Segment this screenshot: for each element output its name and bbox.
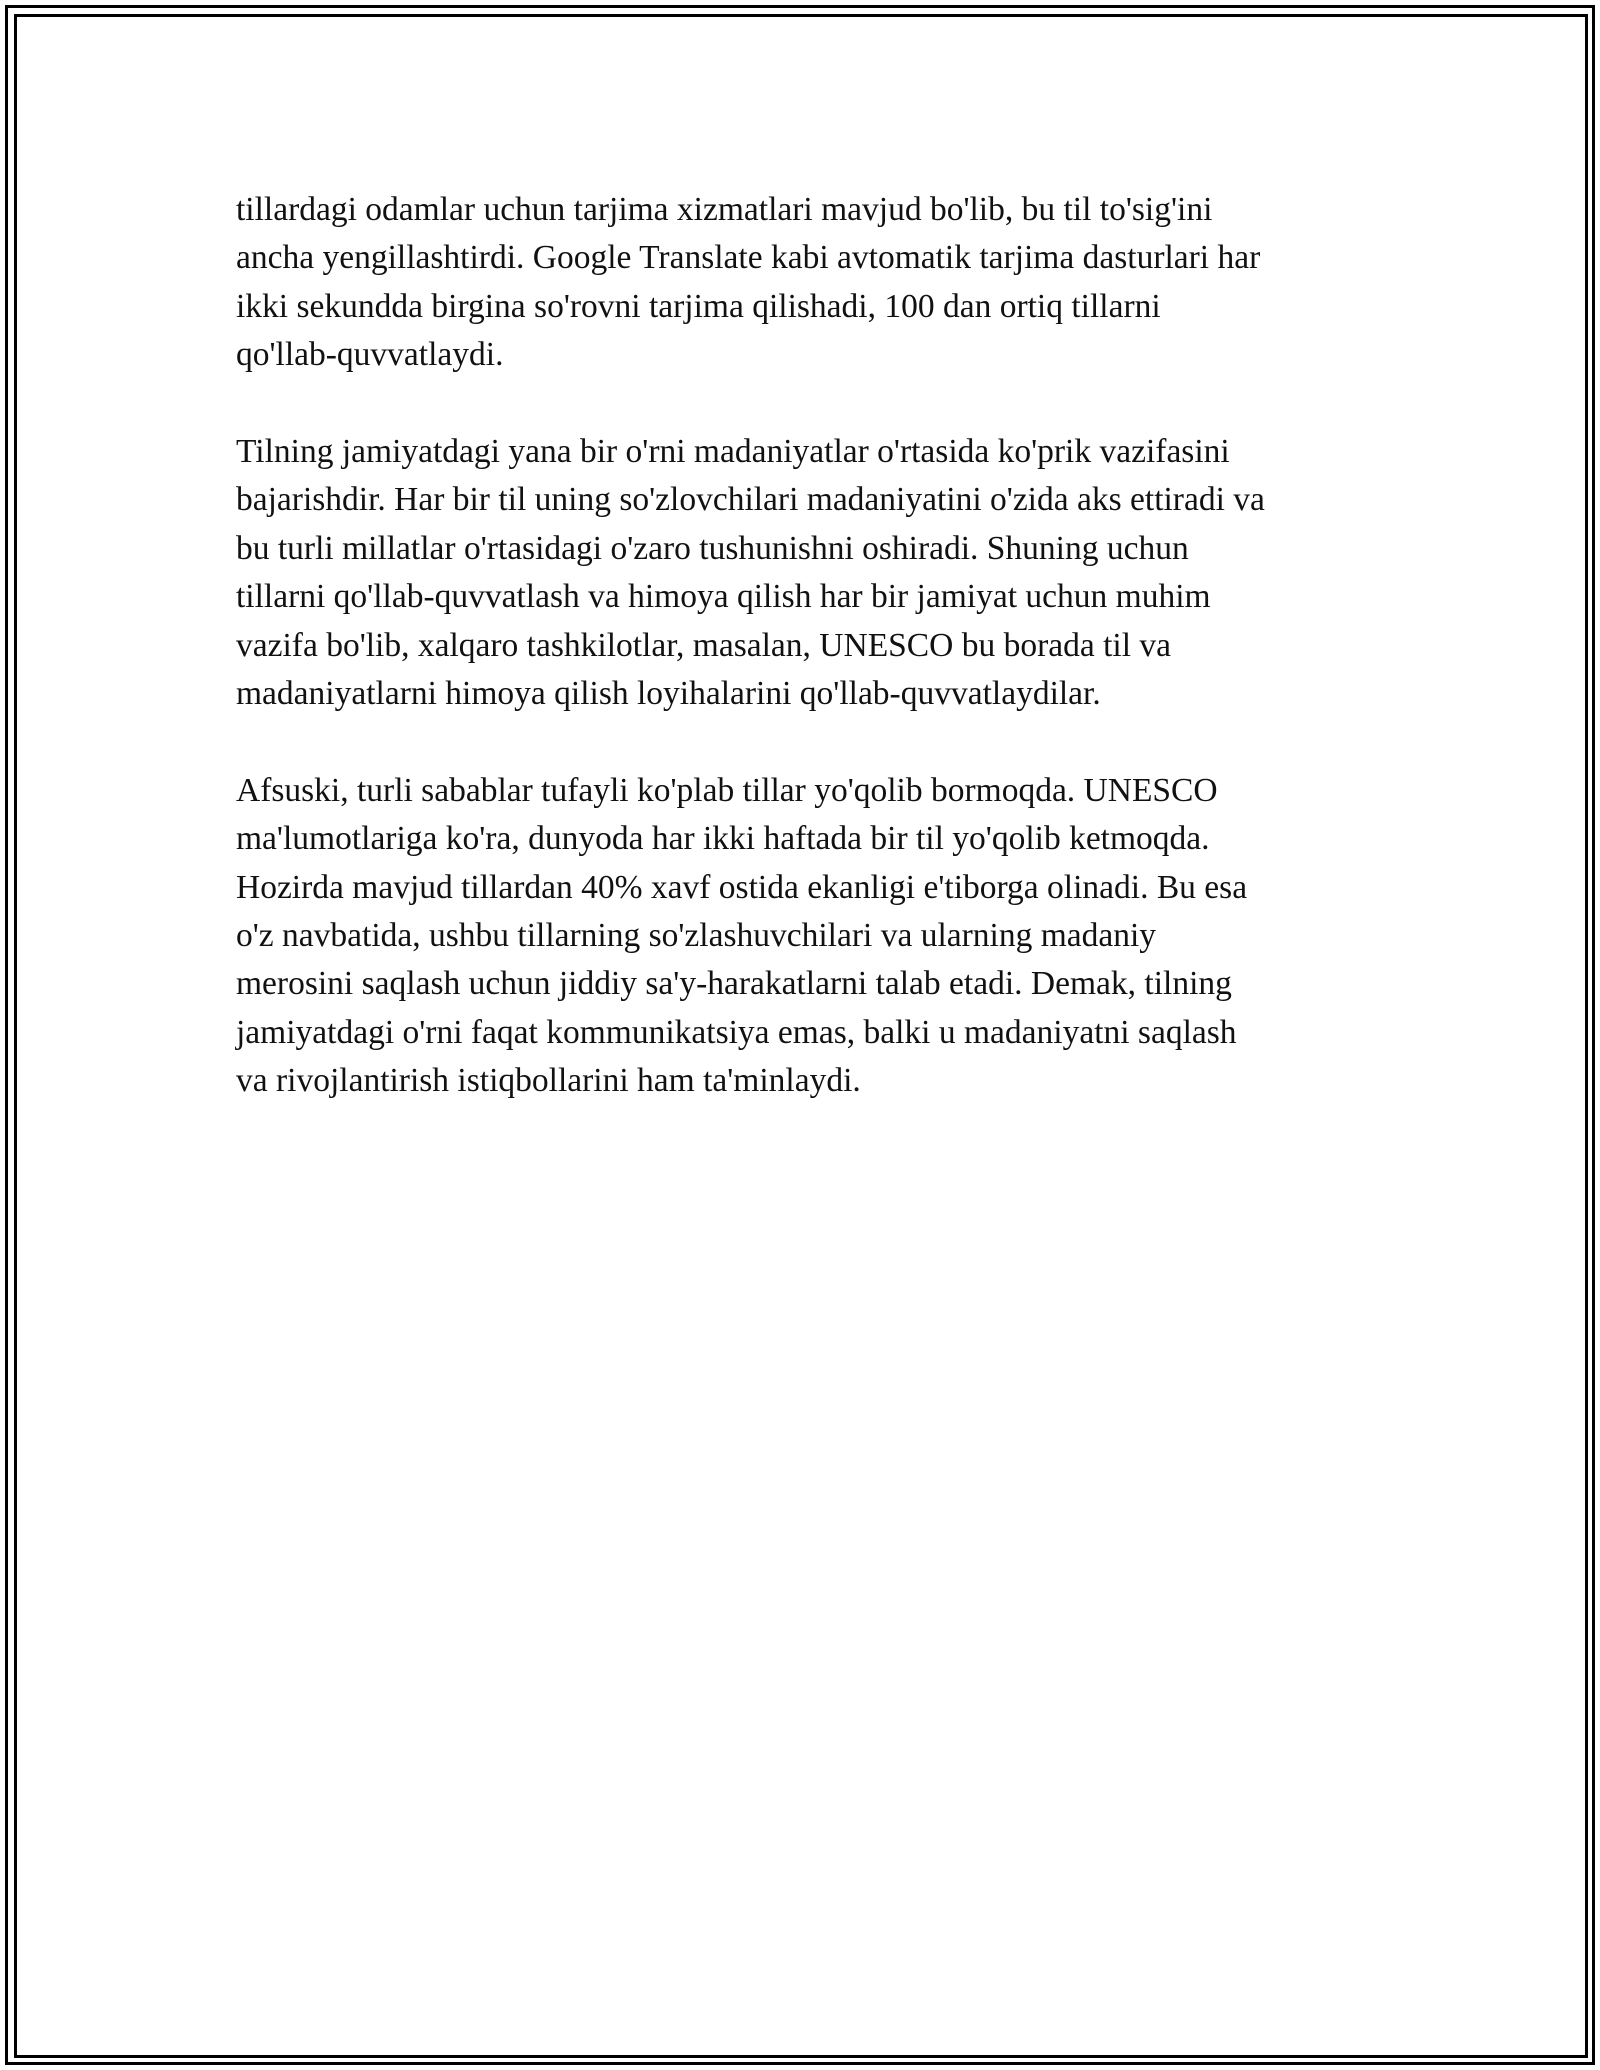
text-line: ikki sekundda birgina so'rovni tarjima qilishadi, 100 dan ortiq tillarni: [236, 287, 1161, 325]
text-line: Hozirda mavjud tillardan 40% xavf ostida ekanligi e'tiborga olinadi. Bu esa: [236, 868, 1248, 906]
paragraph-translation-services: [236, 186, 1376, 380]
paragraph-endangered-languages: [236, 767, 1376, 1106]
paragraph-cultural-bridge: [236, 428, 1376, 718]
text-line: bu turli millatlar o'rtasidagi o'zaro tushunishni oshiradi. Shuning uchun: [236, 529, 1189, 567]
text-line: qo'llab-quvvatlaydi.: [236, 336, 504, 374]
text-line: vazifa bo'lib, xalqaro tashkilotlar, masalan, UNESCO bu borada til va: [236, 626, 1172, 664]
text-line: bajarishdir. Har bir til uning so'zlovchilari madaniyatini o'zida aks ettiradi va: [236, 481, 1265, 519]
text-line: ancha yengillashtirdi. Google Translate kabi avtomatik tarjima dasturlari har: [236, 239, 1261, 277]
document-body: [236, 186, 1376, 1154]
text-line: tillarni qo'llab-quvvatlash va himoya qilish har bir jamiyat uchun muhim: [236, 578, 1211, 616]
text-line: va rivojlantirish istiqbollarini ham ta'minlaydi.: [236, 1062, 861, 1100]
text-line: merosini saqlash uchun jiddiy sa'y-harakatlarni talab etadi. Demak, tilning: [236, 965, 1232, 1003]
text-line: madaniyatlarni himoya qilish loyihalarini qo'llab-quvvatlaydilar.: [236, 675, 1101, 713]
text-line: Tilning jamiyatdagi yana bir o'rni madaniyatlar o'rtasida ko'prik vazifasini: [236, 433, 1230, 471]
text-line: o'z navbatida, ushbu tillarning so'zlashuvchilari va ularning madaniy: [236, 917, 1157, 955]
text-line: ma'lumotlariga ko'ra, dunyoda har ikki haftada bir til yo'qolib ketmoqda.: [236, 820, 1210, 858]
text-line: Afsuski, turli sabablar tufayli ko'plab tillar yo'qolib bormoqda. UNESCO: [236, 771, 1218, 809]
text-line: tillardagi odamlar uchun tarjima xizmatlari mavjud bo'lib, bu til to'sig'ini: [236, 191, 1213, 228]
text-line: jamiyatdagi o'rni faqat kommunikatsiya emas, balki u madaniyatni saqlash: [236, 1013, 1237, 1051]
